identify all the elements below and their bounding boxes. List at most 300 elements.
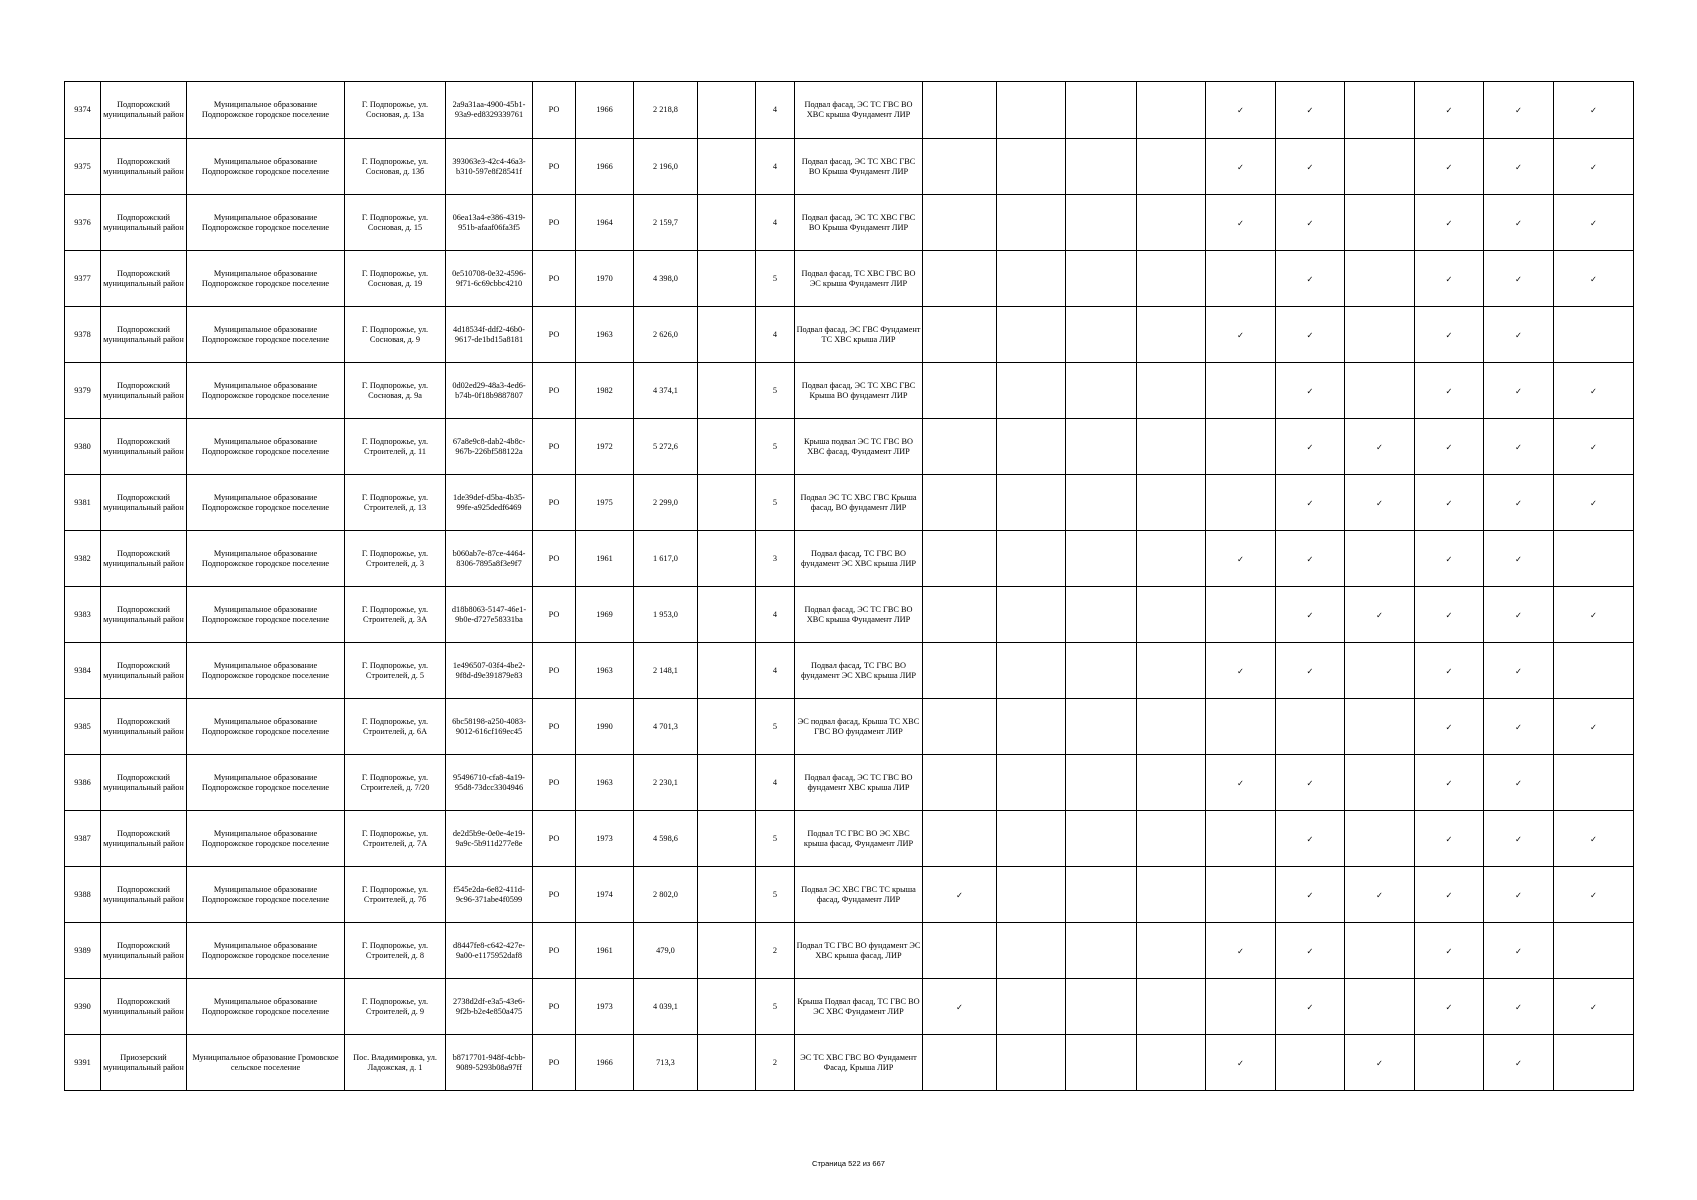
empty-check-cell (1066, 419, 1137, 475)
municipality-cell: Муниципальное образование Подпорожское городское поселение (187, 643, 345, 699)
empty-check-cell (1137, 307, 1206, 363)
guid-cell: 67a8e9c8-dab2-4b8c-967b-226bf588122a (446, 419, 533, 475)
fund-type-cell: РО (533, 587, 576, 643)
empty-check-cell (997, 195, 1066, 251)
floors-cell: 5 (756, 475, 795, 531)
checkmark-cell (1276, 419, 1345, 475)
checkmark-icon: ✓ (1306, 777, 1314, 788)
guid-cell: 1e496507-03f4-4be2-9f8d-d9e391879e83 (446, 643, 533, 699)
year-cell: 1969 (576, 587, 634, 643)
year-cell: 1963 (576, 307, 634, 363)
empty-check-cell (997, 755, 1066, 811)
works-list-cell: Подвал фасад, ЭС ТС ХВС ГВС ВО Крыша Фундамент ЛИР (795, 195, 923, 251)
empty-check-cell (923, 587, 997, 643)
area-cell: 2 299,0 (634, 475, 698, 531)
checkmark-icon: ✓ (1376, 441, 1383, 452)
district-cell: Подпорожский муниципальный район (101, 363, 187, 419)
works-list-cell: Подвал ТС ГВС ВО ЭС ХВС крыша фасад, Фундамент ЛИР (795, 811, 923, 867)
works-list-cell: Подвал фасад, ТС ГВС ВО фундамент ЭС ХВС крыша ЛИР (795, 643, 923, 699)
fund-type-cell: РО (533, 419, 576, 475)
table-body (65, 82, 1634, 1091)
district-cell: Подпорожский муниципальный район (101, 139, 187, 195)
checkmark-icon: ✓ (1306, 161, 1314, 172)
empty-check-cell (1206, 475, 1276, 531)
empty-cell (698, 587, 756, 643)
empty-check-cell (1137, 475, 1206, 531)
area-cell: 479,0 (634, 923, 698, 979)
table-row (65, 755, 1634, 811)
row-number-cell: 9388 (65, 867, 101, 923)
works-list-cell: Подвал фасад, ЭС ТС ХВС ГВС ВО Крыша Фундамент ЛИР (795, 139, 923, 195)
table-row (65, 587, 1634, 643)
empty-check-cell (1066, 1035, 1137, 1091)
fund-type-cell: РО (533, 1035, 576, 1091)
checkmark-cell (1206, 82, 1276, 139)
empty-check-cell (1066, 363, 1137, 419)
checkmark-icon: ✓ (1515, 833, 1522, 844)
checkmark-cell (1484, 643, 1554, 699)
checkmark-icon: ✓ (1515, 777, 1522, 788)
empty-check-cell (997, 251, 1066, 307)
table-row (65, 811, 1634, 867)
checkmark-cell (1554, 979, 1634, 1035)
municipality-cell: Муниципальное образование Подпорожское городское поселение (187, 82, 345, 139)
empty-check-cell (1554, 755, 1634, 811)
checkmark-cell (1415, 419, 1484, 475)
empty-check-cell (1554, 531, 1634, 587)
checkmark-cell (1484, 867, 1554, 923)
guid-cell: 0d02ed29-48a3-4ed6-b74b-0f18b9887807 (446, 363, 533, 419)
area-cell: 1 953,0 (634, 587, 698, 643)
empty-check-cell (1276, 1035, 1345, 1091)
checkmark-icon: ✓ (1445, 1001, 1453, 1012)
checkmark-cell (1415, 587, 1484, 643)
empty-check-cell (1066, 82, 1137, 139)
address-cell: Г. Подпорожье, ул. Сосновая, д. 13а (345, 82, 446, 139)
checkmark-cell (1415, 307, 1484, 363)
checkmark-icon: ✓ (1445, 553, 1453, 564)
municipality-cell: Муниципальное образование Подпорожское городское поселение (187, 587, 345, 643)
checkmark-icon: ✓ (1376, 1057, 1383, 1068)
checkmark-icon: ✓ (1376, 497, 1383, 508)
checkmark-cell (1206, 755, 1276, 811)
empty-check-cell (1345, 755, 1415, 811)
checkmark-cell (1276, 307, 1345, 363)
checkmark-cell (1415, 139, 1484, 195)
empty-check-cell (923, 251, 997, 307)
address-cell: Г. Подпорожье, ул. Сосновая, д. 9а (345, 363, 446, 419)
municipality-cell: Муниципальное образование Подпорожское городское поселение (187, 755, 345, 811)
empty-check-cell (1276, 699, 1345, 755)
empty-check-cell (997, 1035, 1066, 1091)
municipality-cell: Муниципальное образование Подпорожское городское поселение (187, 867, 345, 923)
checkmark-cell (1554, 475, 1634, 531)
table-row (65, 699, 1634, 755)
empty-check-cell (1206, 811, 1276, 867)
empty-check-cell (1066, 307, 1137, 363)
municipality-cell: Муниципальное образование Подпорожское городское поселение (187, 979, 345, 1035)
checkmark-cell (1484, 307, 1554, 363)
checkmark-cell (1206, 307, 1276, 363)
district-cell: Подпорожский муниципальный район (101, 923, 187, 979)
fund-type-cell: РО (533, 363, 576, 419)
year-cell: 1963 (576, 755, 634, 811)
municipality-cell: Муниципальное образование Подпорожское городское поселение (187, 363, 345, 419)
checkmark-icon: ✓ (1237, 329, 1244, 340)
empty-check-cell (923, 419, 997, 475)
guid-cell: 2738d2df-e3a5-43e6-9f2b-b2e4e850a475 (446, 979, 533, 1035)
address-cell: Г. Подпорожье, ул. Строителей, д. 6А (345, 699, 446, 755)
empty-check-cell (1137, 82, 1206, 139)
works-list-cell: ЭС подвал фасад, Крыша ТС ХВС ГВС ВО фундамент ЛИР (795, 699, 923, 755)
empty-check-cell (1345, 979, 1415, 1035)
checkmark-cell (1276, 82, 1345, 139)
empty-check-cell (923, 307, 997, 363)
row-number-cell: 9384 (65, 643, 101, 699)
checkmark-icon: ✓ (1306, 329, 1314, 340)
checkmark-icon: ✓ (1445, 217, 1453, 228)
empty-check-cell (1137, 1035, 1206, 1091)
municipality-cell: Муниципальное образование Подпорожское городское поселение (187, 195, 345, 251)
checkmark-icon: ✓ (1445, 273, 1453, 284)
checkmark-cell (1276, 531, 1345, 587)
empty-check-cell (1554, 307, 1634, 363)
district-cell: Подпорожский муниципальный район (101, 82, 187, 139)
empty-check-cell (1345, 307, 1415, 363)
address-cell: Г. Подпорожье, ул. Сосновая, д. 9 (345, 307, 446, 363)
empty-check-cell (1206, 979, 1276, 1035)
checkmark-icon: ✓ (1306, 609, 1314, 620)
table-row (65, 979, 1634, 1035)
checkmark-icon: ✓ (956, 889, 963, 900)
empty-cell (698, 699, 756, 755)
works-list-cell: Подвал фасад, ЭС ТС ГВС ВО ХВС крыша Фундамент ЛИР (795, 82, 923, 139)
checkmark-cell (1206, 139, 1276, 195)
fund-type-cell: РО (533, 195, 576, 251)
checkmark-cell (1554, 195, 1634, 251)
year-cell: 1974 (576, 867, 634, 923)
empty-check-cell (997, 363, 1066, 419)
year-cell: 1966 (576, 139, 634, 195)
district-cell: Подпорожский муниципальный район (101, 811, 187, 867)
checkmark-icon: ✓ (1515, 329, 1522, 340)
empty-check-cell (1066, 195, 1137, 251)
empty-check-cell (1345, 699, 1415, 755)
checkmark-icon: ✓ (1306, 441, 1314, 452)
floors-cell: 4 (756, 755, 795, 811)
district-cell: Подпорожский муниципальный район (101, 867, 187, 923)
floors-cell: 5 (756, 811, 795, 867)
checkmark-icon: ✓ (1445, 329, 1453, 340)
works-list-cell: Подвал фасад, ТС ХВС ГВС ВО ЭС крыша Фундамент ЛИР (795, 251, 923, 307)
checkmark-cell (1276, 587, 1345, 643)
checkmark-icon: ✓ (1515, 665, 1522, 676)
empty-check-cell (1066, 251, 1137, 307)
checkmark-icon: ✓ (1515, 385, 1522, 396)
empty-check-cell (1206, 419, 1276, 475)
floors-cell: 4 (756, 139, 795, 195)
guid-cell: de2d5b9e-0e0e-4e19-9a9c-5b911d277e8e (446, 811, 533, 867)
empty-check-cell (923, 755, 997, 811)
municipality-cell: Муниципальное образование Подпорожское городское поселение (187, 251, 345, 307)
empty-check-cell (1137, 363, 1206, 419)
area-cell: 5 272,6 (634, 419, 698, 475)
empty-check-cell (1066, 979, 1137, 1035)
empty-cell (698, 867, 756, 923)
guid-cell: 1de39def-d5ba-4b35-99fe-a925dedf6469 (446, 475, 533, 531)
empty-cell (698, 979, 756, 1035)
guid-cell: d18b8063-5147-46e1-9b0e-d727e58331ba (446, 587, 533, 643)
table-row (65, 419, 1634, 475)
works-list-cell: Подвал фасад, ТС ГВС ВО фундамент ЭС ХВС крыша ЛИР (795, 531, 923, 587)
empty-check-cell (923, 1035, 997, 1091)
checkmark-icon: ✓ (1590, 889, 1597, 900)
row-number-cell: 9377 (65, 251, 101, 307)
guid-cell: f545e2da-6e82-411d-9c96-371abe4f0599 (446, 867, 533, 923)
fund-type-cell: РО (533, 643, 576, 699)
table-row (65, 643, 1634, 699)
checkmark-cell (1276, 923, 1345, 979)
year-cell: 1990 (576, 699, 634, 755)
empty-cell (698, 811, 756, 867)
checkmark-cell (1206, 923, 1276, 979)
row-number-cell: 9385 (65, 699, 101, 755)
area-cell: 4 701,3 (634, 699, 698, 755)
district-cell: Подпорожский муниципальный район (101, 195, 187, 251)
empty-check-cell (997, 923, 1066, 979)
district-cell: Подпорожский муниципальный район (101, 531, 187, 587)
year-cell: 1982 (576, 363, 634, 419)
checkmark-icon: ✓ (1590, 1001, 1597, 1012)
checkmark-cell (1415, 82, 1484, 139)
area-cell: 2 626,0 (634, 307, 698, 363)
empty-cell (698, 307, 756, 363)
area-cell: 2 230,1 (634, 755, 698, 811)
checkmark-cell (1484, 923, 1554, 979)
checkmark-cell (1484, 587, 1554, 643)
empty-cell (698, 1035, 756, 1091)
checkmark-icon: ✓ (1237, 665, 1244, 676)
checkmark-cell (1484, 419, 1554, 475)
area-cell: 4 374,1 (634, 363, 698, 419)
year-cell: 1961 (576, 531, 634, 587)
empty-cell (698, 755, 756, 811)
checkmark-icon: ✓ (1590, 609, 1597, 620)
empty-check-cell (997, 867, 1066, 923)
guid-cell: 0e510708-0e32-4596-9f71-6c69cbbc4210 (446, 251, 533, 307)
checkmark-icon: ✓ (1590, 497, 1597, 508)
address-cell: Г. Подпорожье, ул. Строителей, д. 7б (345, 867, 446, 923)
empty-check-cell (1137, 139, 1206, 195)
checkmark-icon: ✓ (1306, 385, 1314, 396)
empty-check-cell (1345, 139, 1415, 195)
year-cell: 1973 (576, 811, 634, 867)
municipality-cell: Муниципальное образование Подпорожское городское поселение (187, 307, 345, 363)
works-list-cell: Подвал ЭС ТС ХВС ГВС Крыша фасад, ВО фундамент ЛИР (795, 475, 923, 531)
checkmark-icon: ✓ (1590, 161, 1597, 172)
empty-check-cell (1137, 587, 1206, 643)
floors-cell: 4 (756, 82, 795, 139)
guid-cell: 393063e3-42c4-46a3-b310-597e8f28541f (446, 139, 533, 195)
fund-type-cell: РО (533, 531, 576, 587)
guid-cell: b8717701-948f-4cbb-9089-5293b08a97ff (446, 1035, 533, 1091)
empty-check-cell (1206, 699, 1276, 755)
checkmark-icon: ✓ (1445, 609, 1453, 620)
guid-cell: 6bc58198-a250-4083-9012-616cf169ec45 (446, 699, 533, 755)
checkmark-icon: ✓ (1237, 161, 1244, 172)
checkmark-cell (1415, 251, 1484, 307)
checkmark-cell (1415, 699, 1484, 755)
checkmark-cell (1276, 475, 1345, 531)
year-cell: 1963 (576, 643, 634, 699)
checkmark-cell (1206, 643, 1276, 699)
empty-cell (698, 419, 756, 475)
checkmark-cell (1276, 979, 1345, 1035)
checkmark-cell (1484, 811, 1554, 867)
floors-cell: 3 (756, 531, 795, 587)
district-cell: Подпорожский муниципальный район (101, 475, 187, 531)
empty-check-cell (1137, 251, 1206, 307)
checkmark-icon: ✓ (1237, 105, 1244, 115)
checkmark-cell (1206, 1035, 1276, 1091)
checkmark-icon: ✓ (1306, 217, 1314, 228)
checkmark-cell (1345, 475, 1415, 531)
table-row (65, 307, 1634, 363)
checkmark-cell (1484, 979, 1554, 1035)
empty-check-cell (1345, 363, 1415, 419)
page-footer: Страница 522 из 667 (812, 1159, 885, 1168)
checkmark-icon: ✓ (1515, 497, 1522, 508)
empty-check-cell (923, 363, 997, 419)
area-cell: 2 196,0 (634, 139, 698, 195)
fund-type-cell: РО (533, 699, 576, 755)
checkmark-icon: ✓ (1515, 273, 1522, 284)
fund-type-cell: РО (533, 475, 576, 531)
floors-cell: 4 (756, 587, 795, 643)
checkmark-icon: ✓ (1590, 217, 1597, 228)
empty-check-cell (1137, 419, 1206, 475)
row-number-cell: 9374 (65, 82, 101, 139)
empty-check-cell (1137, 531, 1206, 587)
checkmark-cell (1484, 195, 1554, 251)
checkmark-icon: ✓ (1590, 441, 1597, 452)
area-cell: 4 039,1 (634, 979, 698, 1035)
year-cell: 1966 (576, 1035, 634, 1091)
table-row (65, 475, 1634, 531)
checkmark-icon: ✓ (1306, 1001, 1314, 1012)
checkmark-cell (1415, 531, 1484, 587)
fund-type-cell: РО (533, 139, 576, 195)
district-cell: Подпорожский муниципальный район (101, 419, 187, 475)
address-cell: Г. Подпорожье, ул. Сосновая, д. 19 (345, 251, 446, 307)
checkmark-icon: ✓ (1306, 497, 1314, 508)
checkmark-icon: ✓ (1515, 553, 1522, 564)
checkmark-cell (1206, 531, 1276, 587)
checkmark-icon: ✓ (1445, 833, 1453, 844)
table-row (65, 923, 1634, 979)
checkmark-cell (1484, 1035, 1554, 1091)
empty-check-cell (1137, 867, 1206, 923)
empty-check-cell (923, 923, 997, 979)
checkmark-cell (1484, 139, 1554, 195)
checkmark-icon: ✓ (1237, 553, 1244, 564)
checkmark-cell (1554, 419, 1634, 475)
empty-cell (698, 531, 756, 587)
checkmark-cell (1276, 363, 1345, 419)
checkmark-cell (923, 979, 997, 1035)
row-number-cell: 9387 (65, 811, 101, 867)
empty-cell (698, 195, 756, 251)
empty-check-cell (1206, 867, 1276, 923)
empty-check-cell (1066, 699, 1137, 755)
empty-check-cell (1554, 1035, 1634, 1091)
guid-cell: b060ab7e-87ce-4464-8306-7895a8f3e9f7 (446, 531, 533, 587)
checkmark-cell (1484, 755, 1554, 811)
checkmark-cell (1554, 251, 1634, 307)
checkmark-icon: ✓ (1515, 441, 1522, 452)
address-cell: Г. Подпорожье, ул. Строителей, д. 13 (345, 475, 446, 531)
row-number-cell: 9379 (65, 363, 101, 419)
table-row (65, 1035, 1634, 1091)
address-cell: Г. Подпорожье, ул. Строителей, д. 5 (345, 643, 446, 699)
empty-cell (698, 139, 756, 195)
checkmark-icon: ✓ (1590, 105, 1597, 115)
municipality-cell: Муниципальное образование Громовское сельское поселение (187, 1035, 345, 1091)
area-cell: 2 159,7 (634, 195, 698, 251)
floors-cell: 5 (756, 419, 795, 475)
checkmark-icon: ✓ (1445, 105, 1453, 115)
floors-cell: 5 (756, 699, 795, 755)
empty-check-cell (1554, 643, 1634, 699)
empty-check-cell (1066, 587, 1137, 643)
area-cell: 4 598,6 (634, 811, 698, 867)
area-cell: 2 148,1 (634, 643, 698, 699)
empty-check-cell (1066, 867, 1137, 923)
empty-cell (698, 475, 756, 531)
empty-check-cell (1206, 251, 1276, 307)
checkmark-cell (1484, 251, 1554, 307)
address-cell: Г. Подпорожье, ул. Сосновая, д. 15 (345, 195, 446, 251)
row-number-cell: 9386 (65, 755, 101, 811)
checkmark-cell (1345, 419, 1415, 475)
empty-check-cell (923, 475, 997, 531)
empty-check-cell (1415, 1035, 1484, 1091)
checkmark-icon: ✓ (1306, 945, 1314, 956)
empty-check-cell (1345, 923, 1415, 979)
checkmark-icon: ✓ (1515, 161, 1522, 172)
checkmark-cell (1345, 587, 1415, 643)
municipality-cell: Муниципальное образование Подпорожское городское поселение (187, 923, 345, 979)
checkmark-icon: ✓ (1445, 497, 1453, 508)
fund-type-cell: РО (533, 811, 576, 867)
guid-cell: 4d18534f-ddf2-46b0-9617-de1bd15a8181 (446, 307, 533, 363)
area-cell: 4 398,0 (634, 251, 698, 307)
checkmark-cell (1415, 979, 1484, 1035)
empty-check-cell (1345, 531, 1415, 587)
district-cell: Приозерский муниципальный район (101, 1035, 187, 1091)
checkmark-icon: ✓ (1590, 721, 1597, 732)
checkmark-icon: ✓ (1515, 1057, 1522, 1068)
floors-cell: 5 (756, 363, 795, 419)
empty-cell (698, 82, 756, 139)
checkmark-icon: ✓ (1306, 273, 1314, 284)
floors-cell: 4 (756, 195, 795, 251)
year-cell: 1961 (576, 923, 634, 979)
empty-check-cell (923, 811, 997, 867)
year-cell: 1973 (576, 979, 634, 1035)
area-cell: 2 218,8 (634, 82, 698, 139)
empty-cell (698, 251, 756, 307)
